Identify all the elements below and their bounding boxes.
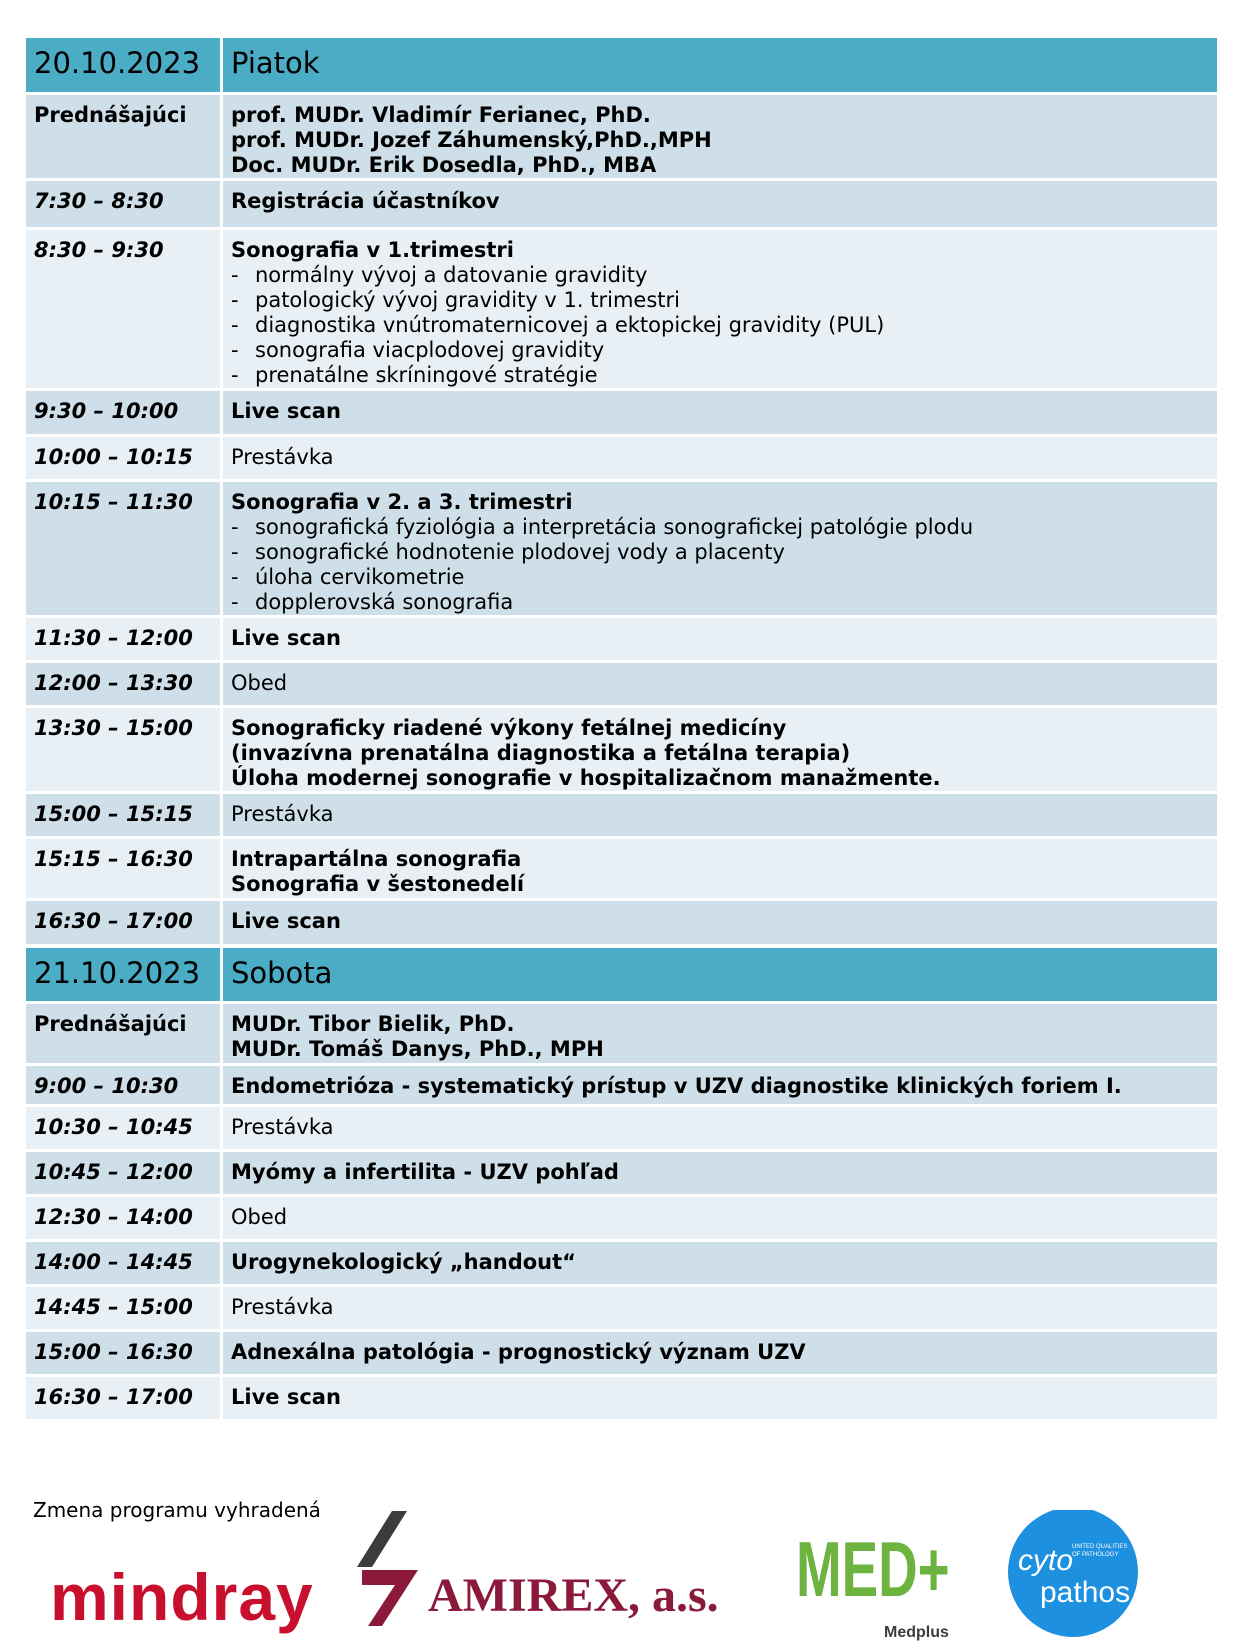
day1-sessions (25, 180, 1219, 946)
session-row (25, 1376, 1219, 1421)
session-time: 12:30 – 14:00 (25, 1196, 222, 1241)
session-time: 15:00 – 15:15 (25, 793, 222, 838)
session-time: 13:30 – 15:00 (25, 707, 222, 793)
topic-text: diagnostika vnútromaternicovej a ektopickej gravidity (PUL) (255, 313, 885, 337)
speakers-list (222, 94, 1219, 180)
session-row (25, 793, 1219, 838)
svg-text:MED+: MED+ (796, 1526, 950, 1614)
topic-text: dopplerovská sonografia (255, 590, 514, 614)
session-title: Live scan (231, 1385, 341, 1409)
speaker-name: Doc. MUDr. Erik Dosedla, PhD., MBA (231, 153, 657, 177)
session-title: Prestávka (231, 1115, 334, 1139)
topic-item (231, 363, 1209, 388)
medplus-logo (796, 1527, 950, 1641)
session-title: Sonograficky riadené výkony fetálnej medicíny (231, 716, 787, 740)
topic-item (231, 590, 1209, 615)
topic-item (231, 313, 1209, 338)
session-time: 14:00 – 14:45 (25, 1241, 222, 1286)
session-title: Endometrióza - systematický prístup v UZV diagnostike klinických foriem I. (231, 1074, 1122, 1098)
session-content (222, 1065, 1219, 1106)
svg-text:pathos: pathos (1040, 1576, 1131, 1609)
session-row (25, 838, 1219, 900)
topic-text: normálny vývoj a datovanie gravidity (255, 263, 648, 287)
session-content (222, 662, 1219, 707)
session-title: Obed (231, 1205, 288, 1229)
session-row (25, 1331, 1219, 1376)
speaker-name: MUDr. Tibor Bielik, PhD. (231, 1012, 515, 1036)
session-time: 10:45 – 12:00 (25, 1151, 222, 1196)
session-row (25, 390, 1219, 436)
topic-text: sonografické hodnotenie plodovej vody a placenty (255, 540, 785, 564)
session-content (222, 793, 1219, 838)
session-row (25, 1241, 1219, 1286)
session-time: 10:30 – 10:45 (25, 1106, 222, 1151)
session-content (222, 707, 1219, 793)
session-time: 15:00 – 16:30 (25, 1331, 222, 1376)
session-row (25, 481, 1219, 617)
session-title: Prestávka (231, 1295, 334, 1319)
speaker-name: prof. MUDr. Vladimír Ferianec, PhD. (231, 103, 651, 127)
session-title: Live scan (231, 626, 341, 650)
session-content (222, 900, 1219, 946)
cytopathos-logo (1008, 1510, 1138, 1637)
session-time: 11:30 – 12:00 (25, 617, 222, 662)
session-title: (invazívna prenatálna diagnostika a fetálna terapia) (231, 741, 851, 765)
mindray-logo (50, 1560, 314, 1634)
session-time: 9:00 – 10:30 (25, 1065, 222, 1106)
topic-text: sonografická fyziológia a interpretácia sonografickej patológie plodu (255, 515, 974, 539)
session-time: 9:30 – 10:00 (25, 390, 222, 436)
bullet-dash: - (231, 565, 239, 589)
session-row (25, 436, 1219, 481)
day2-speakers-row (25, 1003, 1219, 1065)
sponsor-logos (0, 1510, 1242, 1648)
topic-item (231, 515, 1209, 540)
session-title: Prestávka (231, 802, 334, 826)
session-time: 14:45 – 15:00 (25, 1286, 222, 1331)
day1-header-row (25, 37, 1219, 94)
program-change-note: Zmena programu vyhradená (33, 1498, 321, 1522)
bullet-dash: - (231, 540, 239, 564)
bullet-dash: - (231, 515, 239, 539)
day2-date: 21.10.2023 (25, 947, 222, 1003)
session-time: 15:15 – 16:30 (25, 838, 222, 900)
session-row (25, 707, 1219, 793)
topic-text: patologický vývoj gravidity v 1. trimestri (255, 288, 680, 312)
session-time: 10:00 – 10:15 (25, 436, 222, 481)
topic-item (231, 540, 1209, 565)
day2-weekday: Sobota (222, 947, 1219, 1003)
session-content (222, 229, 1219, 390)
session-content (222, 390, 1219, 436)
speaker-name: prof. MUDr. Jozef Záhumenský,PhD.,MPH (231, 128, 712, 152)
session-title: Live scan (231, 909, 341, 933)
session-title: Live scan (231, 399, 341, 423)
session-content (222, 1331, 1219, 1376)
session-content (222, 436, 1219, 481)
session-title: Sonografia v 1.trimestri (231, 238, 514, 262)
svg-text:AMIREX, a.s.: AMIREX, a.s. (428, 1569, 719, 1622)
bullet-dash: - (231, 338, 239, 362)
topic-item (231, 263, 1209, 288)
session-content (222, 1376, 1219, 1421)
speakers-list (222, 1003, 1219, 1065)
session-row (25, 1196, 1219, 1241)
session-content (222, 1196, 1219, 1241)
svg-text:OF PATHOLOGY: OF PATHOLOGY (1072, 1552, 1119, 1558)
session-content (222, 481, 1219, 617)
svg-text:cyto: cyto (1018, 1544, 1074, 1577)
session-title: Sonografia v šestonedelí (231, 872, 525, 896)
session-row (25, 617, 1219, 662)
session-row (25, 662, 1219, 707)
session-time: 16:30 – 17:00 (25, 1376, 222, 1421)
amirex-logo (357, 1511, 719, 1626)
session-row (25, 229, 1219, 390)
topic-item (231, 338, 1209, 363)
session-content (222, 180, 1219, 229)
session-title: Obed (231, 671, 288, 695)
session-row (25, 1106, 1219, 1151)
session-title: Intrapartálna sonografia (231, 847, 522, 871)
session-title: Myómy a infertilita - UZV pohľad (231, 1160, 619, 1184)
topic-item (231, 288, 1209, 313)
topic-text: prenatálne skríningové stratégie (255, 363, 598, 387)
session-content (222, 1106, 1219, 1151)
session-row (25, 180, 1219, 229)
day2-sessions (25, 1065, 1219, 1421)
day1-speakers-row (25, 94, 1219, 180)
topic-item (231, 565, 1209, 590)
session-time: 7:30 – 8:30 (25, 180, 222, 229)
session-time: 8:30 – 9:30 (25, 229, 222, 390)
session-content (222, 1241, 1219, 1286)
session-title: Prestávka (231, 445, 334, 469)
session-title: Adnexálna patológia - prognostický význam UZV (231, 1340, 806, 1364)
speakers-label: Prednášajúci (25, 1003, 222, 1065)
day1-schedule-table (23, 35, 1220, 947)
svg-text:UNITED QUALITIES: UNITED QUALITIES (1072, 1544, 1128, 1550)
bullet-dash: - (231, 590, 239, 614)
session-row (25, 1065, 1219, 1106)
day2-schedule-table (23, 945, 1220, 1422)
session-row (25, 900, 1219, 946)
session-row (25, 1151, 1219, 1196)
bullet-dash: - (231, 288, 239, 312)
session-content (222, 1151, 1219, 1196)
topic-text: úloha cervikometrie (255, 565, 465, 589)
session-title: Urogynekologický „handout“ (231, 1250, 576, 1274)
day1-date: 20.10.2023 (25, 37, 222, 94)
svg-text:Medplus: Medplus (884, 1624, 949, 1641)
session-row (25, 1286, 1219, 1331)
bullet-dash: - (231, 313, 239, 337)
session-title: Sonografia v 2. a 3. trimestri (231, 490, 573, 514)
session-content (222, 838, 1219, 900)
bullet-dash: - (231, 363, 239, 387)
speakers-label: Prednášajúci (25, 94, 222, 180)
bullet-dash: - (231, 263, 239, 287)
session-time: 10:15 – 11:30 (25, 481, 222, 617)
session-content (222, 1286, 1219, 1331)
session-time: 12:00 – 13:30 (25, 662, 222, 707)
svg-text:mindray: mindray (50, 1560, 314, 1634)
session-title: Registrácia účastníkov (231, 189, 500, 213)
topic-text: sonografia viacplodovej gravidity (255, 338, 605, 362)
session-time: 16:30 – 17:00 (25, 900, 222, 946)
day1-weekday: Piatok (222, 37, 1219, 94)
session-content (222, 617, 1219, 662)
speaker-name: MUDr. Tomáš Danys, PhD., MPH (231, 1037, 604, 1061)
day2-header-row (25, 947, 1219, 1003)
session-title: Úloha modernej sonografie v hospitalizačnom manažmente. (231, 766, 941, 790)
